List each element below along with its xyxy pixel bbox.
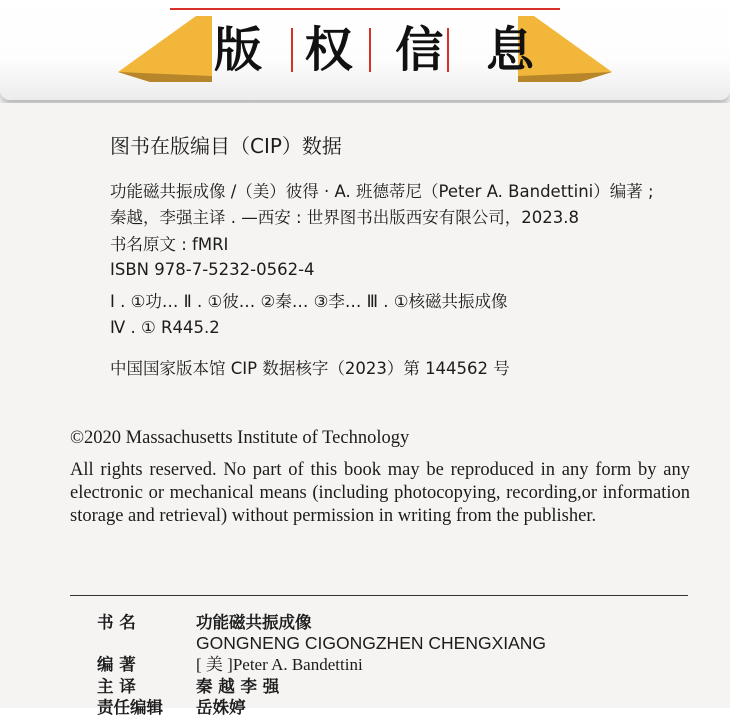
author-value: [ 美 ]Peter A. Bandettini [196,655,363,674]
author-label: 编 著 [97,655,136,674]
cip-line: 书名原文 : fMRI [110,235,229,254]
editor-label: 责任编辑 [97,698,163,717]
banner-title [208,20,540,80]
book-title-pinyin: GONGNENG CIGONGZHEN CHENGXIANG [196,633,547,653]
cip-line: 中国国家版本馆 CIP 数据核字（2023）第 144562 号 [110,359,510,378]
divider [70,595,688,596]
cip-line: 功能磁共振成像 /（美）彼得 · A. 班德蒂尼（Peter A. Bandettini）编著 ; [110,182,654,201]
rights-statement: All rights reserved. No part of this book may be reproduced in any form by any electronic or mechanical means (including photocopying, recording,or information storage and retrieval) without permission in writing from the publisher. [70,460,690,526]
editor-value: 岳姝婷 [196,698,246,717]
translator-label: 主 译 [97,677,136,696]
banner-title-char: 权 [304,22,353,78]
cip-line: 秦越，李强主译 . —西安 : 世界图书出版西安有限公司，2023.8 [110,208,580,227]
title-banner [0,0,730,100]
book-title-value: 功能磁共振成像 [196,613,312,632]
banner-title-char: 息 [485,22,534,78]
cip-line: Ⅳ . ① R445.2 [110,318,220,337]
translator-value: 秦 越 李 强 [196,677,280,696]
cip-heading: 图书在版编目（CIP）数据 [110,134,342,158]
banner-title-char: 信 [395,22,444,78]
copyright-notice: ©2020 Massachusetts Institute of Technology [70,428,410,448]
cip-line: Ⅰ . ①功… Ⅱ . ①彼… ②秦… ③李… Ⅲ . ①核磁共振成像 [110,292,508,311]
left-gold-wing [118,16,212,82]
book-title-label: 书 名 [97,613,136,632]
banner-title-char: 版 [213,22,262,78]
cip-line: ISBN 978-7-5232-0562-4 [110,260,315,279]
